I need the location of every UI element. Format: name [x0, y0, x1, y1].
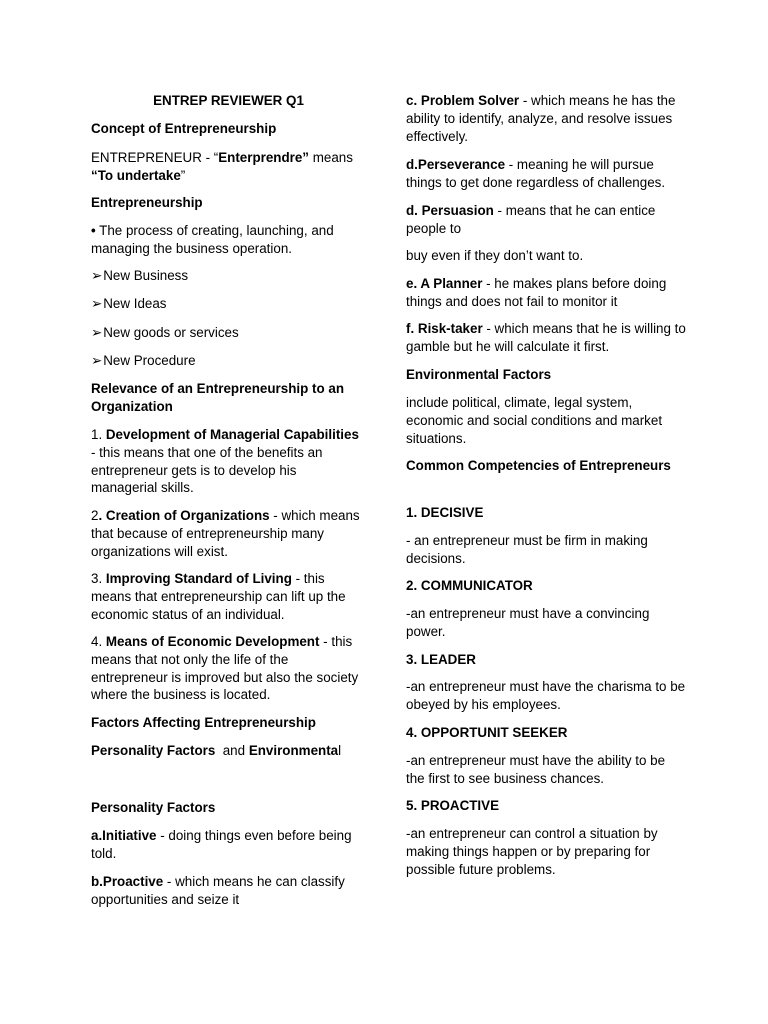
entrepreneurship-description: [91, 222, 366, 258]
environmental-label-end: l: [338, 743, 342, 758]
trait-text: - he makes plans before doing things and does not fail to monitor it: [406, 276, 667, 309]
item-text: - this means that one of the benefits an entrepreneur gets is to develop his managerial skills.: [91, 444, 323, 496]
environmental-label: Environmenta: [248, 743, 339, 758]
personality-factors-heading: Personality Factors: [91, 800, 216, 815]
item-number: 1.: [91, 427, 106, 442]
trait-problem-solver: [406, 92, 686, 145]
item-title: Means of Economic Development: [105, 634, 320, 649]
relevance-item-2: [91, 507, 366, 560]
factors-line: [91, 742, 366, 760]
trait-title: e. A Planner: [406, 276, 483, 291]
competency-description: -an entrepreneur must have the charisma to be obeyed by his employees.: [406, 679, 686, 712]
trait-initiative: [91, 827, 366, 863]
personality-factors-label: Personality Factors: [91, 743, 216, 758]
competency-description: -an entrepreneur can control a situation by making things happen or by preparing for possible future problems.: [406, 826, 658, 877]
trait-risk-taker: [406, 320, 686, 356]
arrow-icon: ➢: [91, 325, 103, 340]
item-title: Development of Managerial Capabilities: [105, 427, 359, 442]
relevance-heading: Relevance of an Entrepreneurship to an Organization: [91, 381, 344, 414]
trait-title: c. Problem Solver: [406, 93, 520, 108]
definition-close-quote: ”: [180, 167, 186, 183]
factors-heading: Factors Affecting Entrepreneurship: [91, 715, 316, 730]
trait-text: - which means that he is willing to gamble but he will calculate it first.: [406, 321, 686, 354]
item-text: - this means that entrepreneurship can lift up the economic status of an individual.: [91, 571, 346, 622]
item-text: - which means that because of entrepreneurship many organizations will exist.: [91, 508, 360, 559]
trait-planner: [406, 275, 686, 311]
competency-title: 1. DECISIVE: [406, 505, 484, 520]
competency-title: 2. COMMUNICATOR: [406, 578, 533, 593]
definition-prefix: ENTREPRENEUR - “: [91, 150, 219, 165]
competency-title: 4. OPPORTUNIT SEEKER: [406, 725, 568, 740]
trait-perseverance: [406, 156, 686, 192]
trait-text: - which means he can classify opportunities and seize it: [91, 874, 345, 907]
trait-text: - means that he can entice people to: [406, 203, 656, 236]
trait-title: f. Risk-taker: [406, 321, 483, 336]
item-number: 2: [91, 508, 99, 523]
trait-title: b.Proactive: [91, 874, 164, 889]
definition-french-word: Enterprendre”: [218, 150, 309, 165]
competency-description: -an entrepreneur must have the ability to be the first to see business chances.: [406, 753, 666, 786]
list-item-label: New goods or services: [103, 325, 239, 340]
trait-text: - doing things even before being told.: [91, 828, 352, 861]
environmental-factors-text: include political, climate, legal system, economic and social conditions and market situations.: [406, 395, 663, 446]
bullet-icon: •: [91, 223, 96, 238]
trait-persuasion: [406, 202, 686, 238]
competency-description: -an entrepreneur must have a convincing power.: [406, 606, 650, 639]
document-title: ENTREP REVIEWER Q1: [153, 93, 304, 108]
trait-title: d. Persuasion: [406, 203, 494, 218]
trait-text: - which means he has the ability to identify, analyze, and resolve issues effectively.: [406, 93, 676, 144]
competencies-heading: Common Competencies of Entrepreneurs: [406, 458, 671, 473]
list-item-label: New Procedure: [103, 353, 196, 368]
list-item: [91, 324, 366, 342]
trait-title: a.Initiative: [91, 828, 157, 843]
environmental-factors-heading: Environmental Factors: [406, 367, 552, 382]
item-text: - this means that not only the life of the entrepreneur is improved but also the society where the business is located.: [91, 634, 359, 703]
entrepreneur-definition: [91, 149, 366, 185]
definition-means: means: [309, 150, 353, 165]
item-title: . Creation of Organizations: [98, 508, 270, 523]
item-title: Improving Standard of Living: [105, 571, 292, 586]
item-number: 4.: [91, 634, 106, 649]
list-item: [91, 352, 366, 370]
definition-meaning: “To undertake: [91, 167, 181, 183]
arrow-icon: ➢: [91, 268, 103, 283]
relevance-item-4: [91, 633, 366, 704]
list-item: [91, 295, 366, 313]
and-text: and: [215, 743, 249, 758]
arrow-icon: ➢: [91, 353, 103, 368]
trait-text: - meaning he will pursue things to get done regardless of challenges.: [406, 157, 666, 190]
trait-title: d.Perseverance: [406, 157, 506, 172]
trait-persuasion-continued: buy even if they don’t want to.: [406, 248, 584, 263]
competency-title: 5. PROACTIVE: [406, 798, 500, 813]
list-item-label: New Business: [103, 268, 189, 283]
entrepreneurship-description-text: The process of creating, launching, and managing the business operation.: [91, 223, 334, 256]
list-item: [91, 267, 366, 285]
arrow-icon: ➢: [91, 296, 103, 311]
entrepreneurship-heading: Entrepreneurship: [91, 195, 203, 210]
competency-description: - an entrepreneur must be firm in making decisions.: [406, 533, 648, 566]
competency-title: 3. LEADER: [406, 652, 476, 667]
relevance-item-3: [91, 570, 366, 623]
concept-heading: Concept of Entrepreneurship: [91, 121, 277, 136]
item-number: 3.: [91, 571, 106, 586]
list-item-label: New Ideas: [103, 296, 167, 311]
trait-proactive: [91, 873, 366, 909]
relevance-item-1: [91, 426, 366, 497]
